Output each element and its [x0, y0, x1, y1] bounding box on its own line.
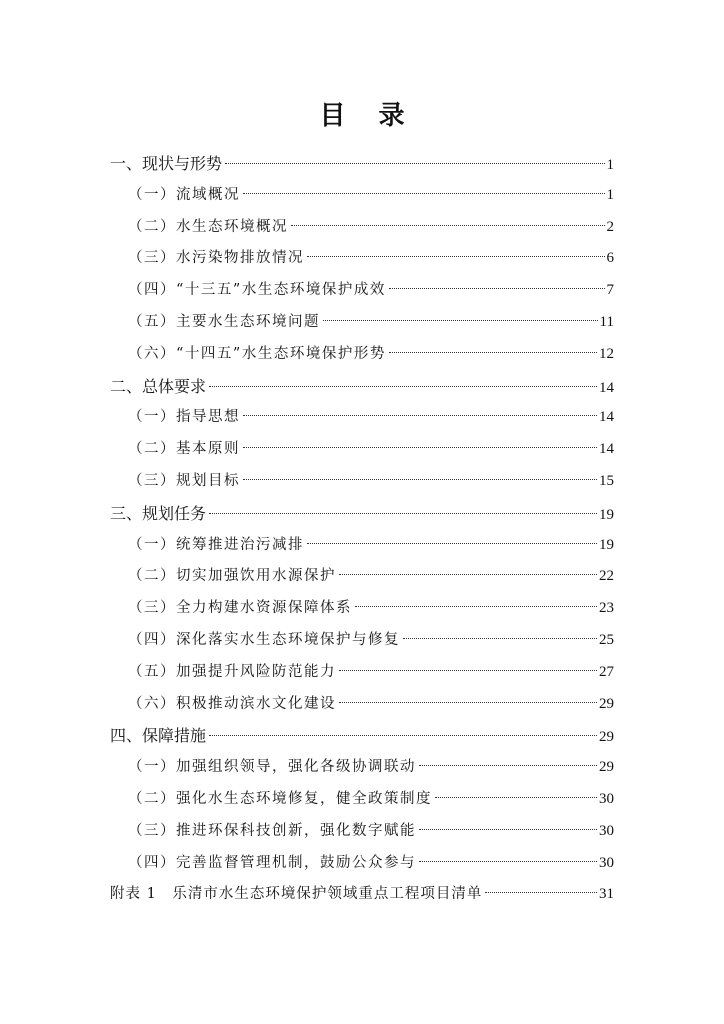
dot-leader [419, 861, 597, 862]
toc-entry-page: 27 [599, 663, 614, 680]
toc-entry[interactable] [110, 243, 614, 275]
toc-entry[interactable] [110, 720, 614, 752]
toc-entry[interactable] [110, 784, 614, 816]
toc-entry-label: （五）主要水生态环境问题 [128, 313, 320, 330]
toc-entry-page: 2 [606, 218, 614, 235]
toc-entry[interactable] [110, 848, 614, 880]
dot-leader [389, 288, 605, 289]
dot-leader [243, 415, 597, 416]
dot-leader [243, 479, 597, 480]
toc-entry-page: 7 [606, 282, 614, 299]
toc-entry-label: （一）加强组织领导，强化各级协调联动 [128, 759, 416, 776]
page-title: 目 录 [319, 101, 417, 131]
dot-leader [323, 320, 598, 321]
toc-entry[interactable] [110, 689, 614, 721]
toc-entry-label: 三、规划任务 [110, 503, 207, 523]
toc-entry[interactable] [110, 434, 614, 466]
toc-entry-label: （二）基本原则 [128, 441, 240, 458]
dot-leader [419, 829, 597, 830]
toc-entry-page: 22 [599, 568, 614, 585]
toc-entry[interactable] [110, 625, 614, 657]
toc-entry-label: （三）全力构建水资源保障体系 [128, 600, 352, 617]
toc-entry-page: 11 [599, 313, 614, 330]
toc-entry[interactable] [110, 530, 614, 562]
toc-entry[interactable] [110, 339, 614, 371]
toc-entry-page: 14 [599, 441, 614, 458]
toc-entry-page: 15 [599, 472, 614, 489]
toc-entry[interactable] [110, 752, 614, 784]
dot-leader [339, 702, 597, 703]
toc-entry-page: 19 [599, 506, 614, 523]
toc-entry-label: 二、总体要求 [110, 376, 207, 396]
toc-entry-page: 30 [599, 822, 614, 839]
toc-entry[interactable] [110, 307, 614, 339]
dot-leader [243, 193, 605, 194]
toc-entry-page: 14 [599, 409, 614, 426]
toc-entry[interactable] [110, 180, 614, 212]
dot-leader [209, 513, 597, 514]
toc-entry-page: 12 [599, 345, 614, 362]
dot-leader [435, 797, 597, 798]
toc-entry-page: 1 [606, 157, 614, 173]
dot-leader [419, 765, 597, 766]
toc-entry-page: 14 [599, 379, 614, 396]
toc-entry[interactable] [110, 466, 614, 498]
toc-entry-page: 29 [599, 695, 614, 712]
toc-entry-label: （六）积极推动滨水文化建设 [128, 695, 336, 712]
dot-leader [209, 386, 597, 387]
toc-entry-page: 23 [599, 600, 614, 617]
toc-entry-label: （三）规划目标 [128, 472, 240, 489]
toc-entry[interactable] [110, 371, 614, 403]
dot-leader [355, 606, 597, 607]
toc-entry-page: 31 [599, 886, 614, 903]
dot-leader [403, 638, 597, 639]
toc-entry[interactable] [110, 498, 614, 530]
toc-entry-label: 附表 1 乐清市水生态环境保护领域重点工程项目清单 [110, 886, 483, 903]
toc-entry-page: 19 [599, 536, 614, 553]
toc-entry-label: （三）推进环保科技创新，强化数字赋能 [128, 822, 416, 839]
toc-entry-label: （四）深化落实水生态环境保护与修复 [128, 631, 400, 648]
toc-entry-label: （一）流域概况 [128, 186, 240, 203]
dot-leader [339, 574, 597, 575]
dot-leader [389, 352, 597, 353]
dot-leader [485, 892, 597, 893]
toc-entry-label: （三）水污染物排放情况 [128, 250, 304, 267]
dot-leader [243, 447, 597, 448]
toc-entry-label: （六）“十四五”水生态环境保护形势 [128, 345, 386, 362]
toc-entry-label: （四）“十三五”水生态环境保护成效 [128, 282, 386, 299]
toc-entry[interactable] [110, 402, 614, 434]
toc-entry-label: （二）切实加强饮用水源保护 [128, 568, 336, 585]
toc-entry-label: （四）完善监督管理机制，鼓励公众参与 [128, 854, 416, 871]
dot-leader [307, 543, 597, 544]
toc-entry-page: 29 [599, 729, 614, 746]
toc-entry[interactable] [110, 657, 614, 689]
dot-leader [291, 225, 605, 226]
table-of-contents [110, 148, 614, 911]
toc-entry-label: （一）统筹推进治污减排 [128, 536, 304, 553]
toc-entry-label: 四、保障措施 [110, 726, 207, 746]
dot-leader [209, 735, 597, 736]
toc-entry-label: （二）水生态环境概况 [128, 218, 288, 235]
toc-entry-page: 1 [606, 186, 614, 203]
dot-leader [225, 163, 604, 164]
toc-entry[interactable] [110, 593, 614, 625]
toc-entry-label: （五）加强提升风险防范能力 [128, 663, 336, 680]
toc-entry-label: （二）强化水生态环境修复，健全政策制度 [128, 790, 432, 807]
dot-leader [307, 256, 605, 257]
toc-entry[interactable] [110, 148, 614, 180]
toc-entry-label: （一）指导思想 [128, 409, 240, 426]
toc-entry-page: 30 [599, 790, 614, 807]
toc-entry-appendix[interactable] [110, 879, 614, 911]
dot-leader [339, 670, 597, 671]
toc-entry[interactable] [110, 816, 614, 848]
toc-entry-page: 30 [599, 854, 614, 871]
toc-entry[interactable] [110, 212, 614, 244]
toc-entry-page: 25 [599, 631, 614, 648]
toc-entry-page: 29 [599, 759, 614, 776]
toc-entry-page: 6 [606, 250, 614, 267]
toc-entry-label: 一、现状与形势 [110, 154, 223, 173]
toc-entry[interactable] [110, 561, 614, 593]
toc-entry[interactable] [110, 275, 614, 307]
